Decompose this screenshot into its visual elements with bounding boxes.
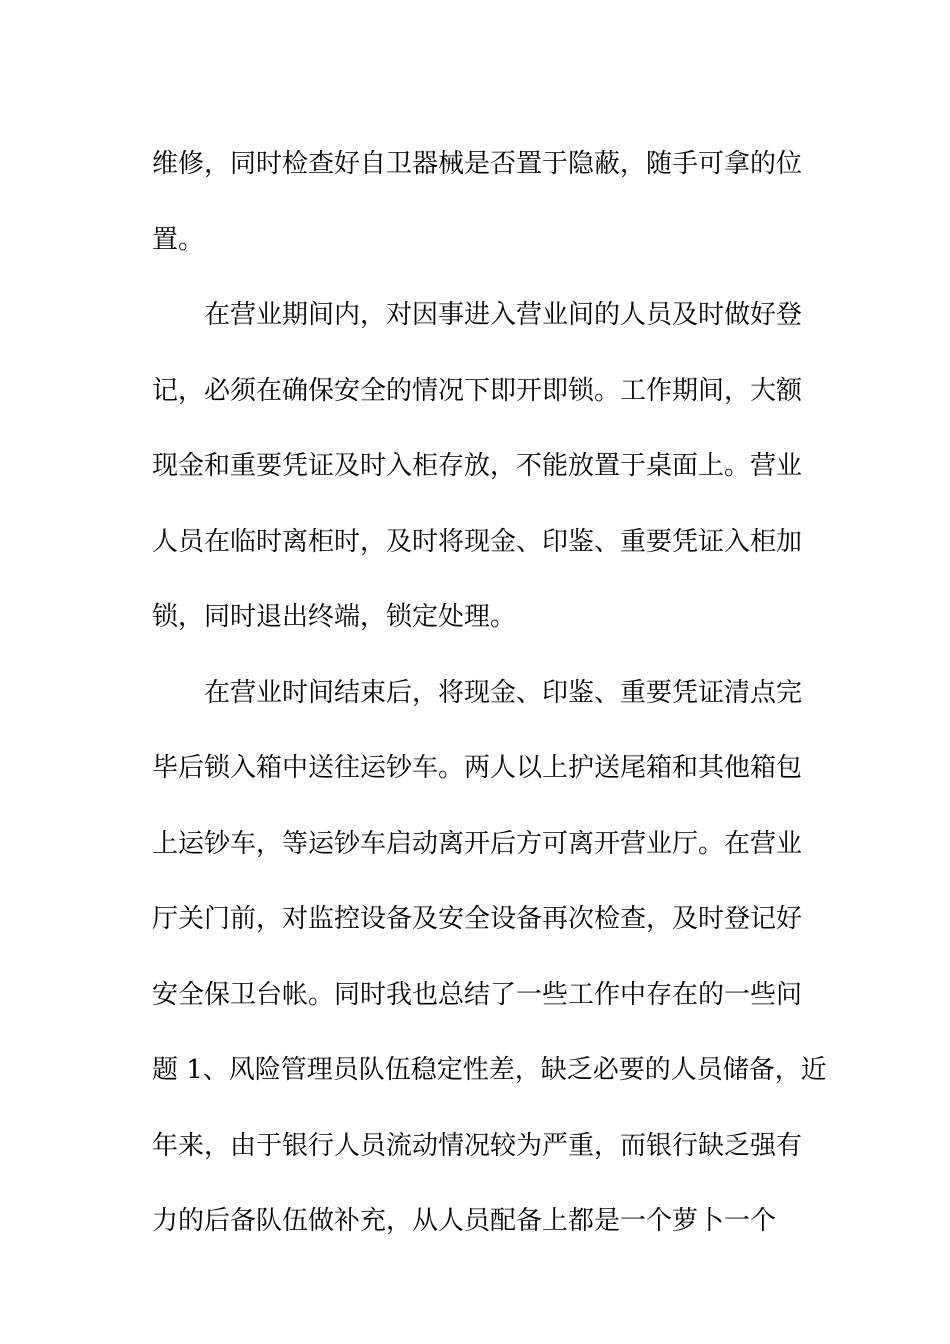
text-line: 安全保卫台帐。同时我也总结了一些工作中存在的一些问	[152, 979, 803, 1010]
document-body	[152, 127, 827, 1260]
text-line: 置。	[152, 224, 205, 255]
text-line: 维修，同时检查好自卫器械是否置于隐蔽，随手可拿的位	[152, 149, 803, 179]
text-line: 在营业期间内，对因事进入营业间的人员及时做好登	[204, 300, 803, 330]
text-line: 现金和重要凭证及时入柜存放，不能放置于桌面上。营业	[152, 451, 803, 481]
text-line: 在营业时间结束后，将现金、印鉴、重要凭证清点完	[204, 677, 803, 708]
text-line: 年来，由于银行人员流动情况较为严重，而银行缺乏强有	[152, 1130, 803, 1161]
text-line: 厅关门前，对监控设备及安全设备再次检查，及时登记好	[152, 904, 803, 934]
text-line: 题 1、风险管理员队伍稳定性差，缺乏必要的人员储备，近	[152, 1055, 827, 1085]
text-line: 毕后锁入箱中送往运钞车。两人以上护送尾箱和其他箱包	[152, 753, 803, 783]
text-line: 锁，同时退出终端，锁定处理。	[152, 602, 517, 632]
text-line: 人员在临时离柜时，及时将现金、印鉴、重要凭证入柜加	[152, 526, 803, 557]
text-line: 记，必须在确保安全的情况下即开即锁。工作期间，大额	[152, 375, 803, 406]
text-line: 力的后备队伍做补充，从人员配备上都是一个萝卜一个	[152, 1206, 777, 1236]
text-line: 上运钞车，等运钞车启动离开后方可离开营业厅。在营业	[152, 828, 803, 859]
